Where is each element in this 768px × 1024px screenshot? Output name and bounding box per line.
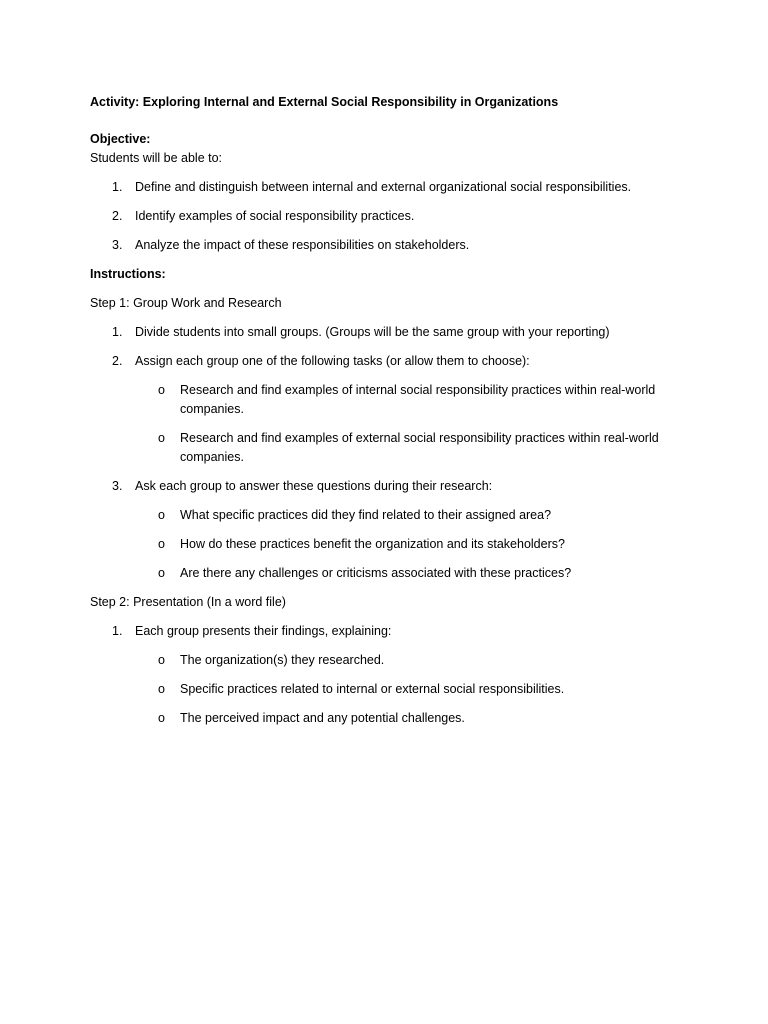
bullet-marker: o <box>158 566 165 580</box>
bullet-marker: o <box>158 711 165 725</box>
sub-list-item-text: Research and find examples of internal social responsibility practices within real-world companies. <box>180 383 656 416</box>
list-item-text: Divide students into small groups. (Groups will be the same group with your reporting) <box>135 325 610 339</box>
list-item-text: Assign each group one of the following tasks (or allow them to choose): <box>135 354 530 368</box>
sub-list-item <box>90 651 680 670</box>
list-item-text: Ask each group to answer these questions during their research: <box>135 479 493 493</box>
sub-list-item <box>90 381 680 419</box>
objective-intro: Students will be able to: <box>90 151 223 165</box>
list-number: 3. <box>112 238 123 252</box>
list-number: 2. <box>112 354 123 368</box>
sub-list-item-text: Research and find examples of external social responsibility practices within real-world companies. <box>180 431 659 464</box>
step1-heading: Step 1: Group Work and Research <box>90 296 282 310</box>
instructions-heading: Instructions: <box>90 267 166 281</box>
sub-list-item-text: The perceived impact and any potential challenges. <box>180 711 465 725</box>
list-item <box>90 622 690 641</box>
bullet-marker: o <box>158 537 165 551</box>
bullet-marker: o <box>158 383 165 397</box>
sub-list-item-text: Are there any challenges or criticisms associated with these practices? <box>180 566 572 580</box>
sub-list-item-text: What specific practices did they find related to their assigned area? <box>180 508 552 522</box>
sub-list-item <box>90 429 680 467</box>
sub-list-item <box>90 535 680 554</box>
list-item <box>90 352 690 371</box>
list-number: 1. <box>112 325 123 339</box>
list-item-text: Define and distinguish between internal and external organizational social responsibilities. <box>135 180 632 194</box>
sub-list-item-text: Specific practices related to internal or external social responsibilities. <box>180 682 565 696</box>
list-item <box>90 477 690 496</box>
list-item <box>90 178 690 197</box>
sub-list-item <box>90 564 680 583</box>
bullet-marker: o <box>158 653 165 667</box>
objectives-list <box>90 178 690 255</box>
list-number: 1. <box>112 624 123 638</box>
sub-list-item-text: How do these practices benefit the organization and its stakeholders? <box>180 537 565 551</box>
list-item <box>90 323 690 342</box>
list-number: 1. <box>112 180 123 194</box>
sub-list-item-text: The organization(s) they researched. <box>180 653 385 667</box>
list-number: 3. <box>112 479 123 493</box>
bullet-marker: o <box>158 682 165 696</box>
step1-list <box>90 323 690 583</box>
bullet-marker: o <box>158 508 165 522</box>
list-item-text: Analyze the impact of these responsibilities on stakeholders. <box>135 238 470 252</box>
step2-heading: Step 2: Presentation (In a word file) <box>90 595 286 609</box>
document-title: Activity: Exploring Internal and External Social Responsibility in Organizations <box>90 95 559 109</box>
list-item-text: Each group presents their findings, explaining: <box>135 624 392 638</box>
bullet-marker: o <box>158 431 165 445</box>
objective-heading: Objective: <box>90 132 151 146</box>
list-item <box>90 236 690 255</box>
list-item <box>90 207 690 226</box>
list-number: 2. <box>112 209 123 223</box>
sub-list-item <box>90 709 680 728</box>
document-page <box>90 93 690 728</box>
step2-list <box>90 622 690 728</box>
sub-list-item <box>90 506 680 525</box>
sub-list-item <box>90 680 680 699</box>
list-item-text: Identify examples of social responsibility practices. <box>135 209 415 223</box>
